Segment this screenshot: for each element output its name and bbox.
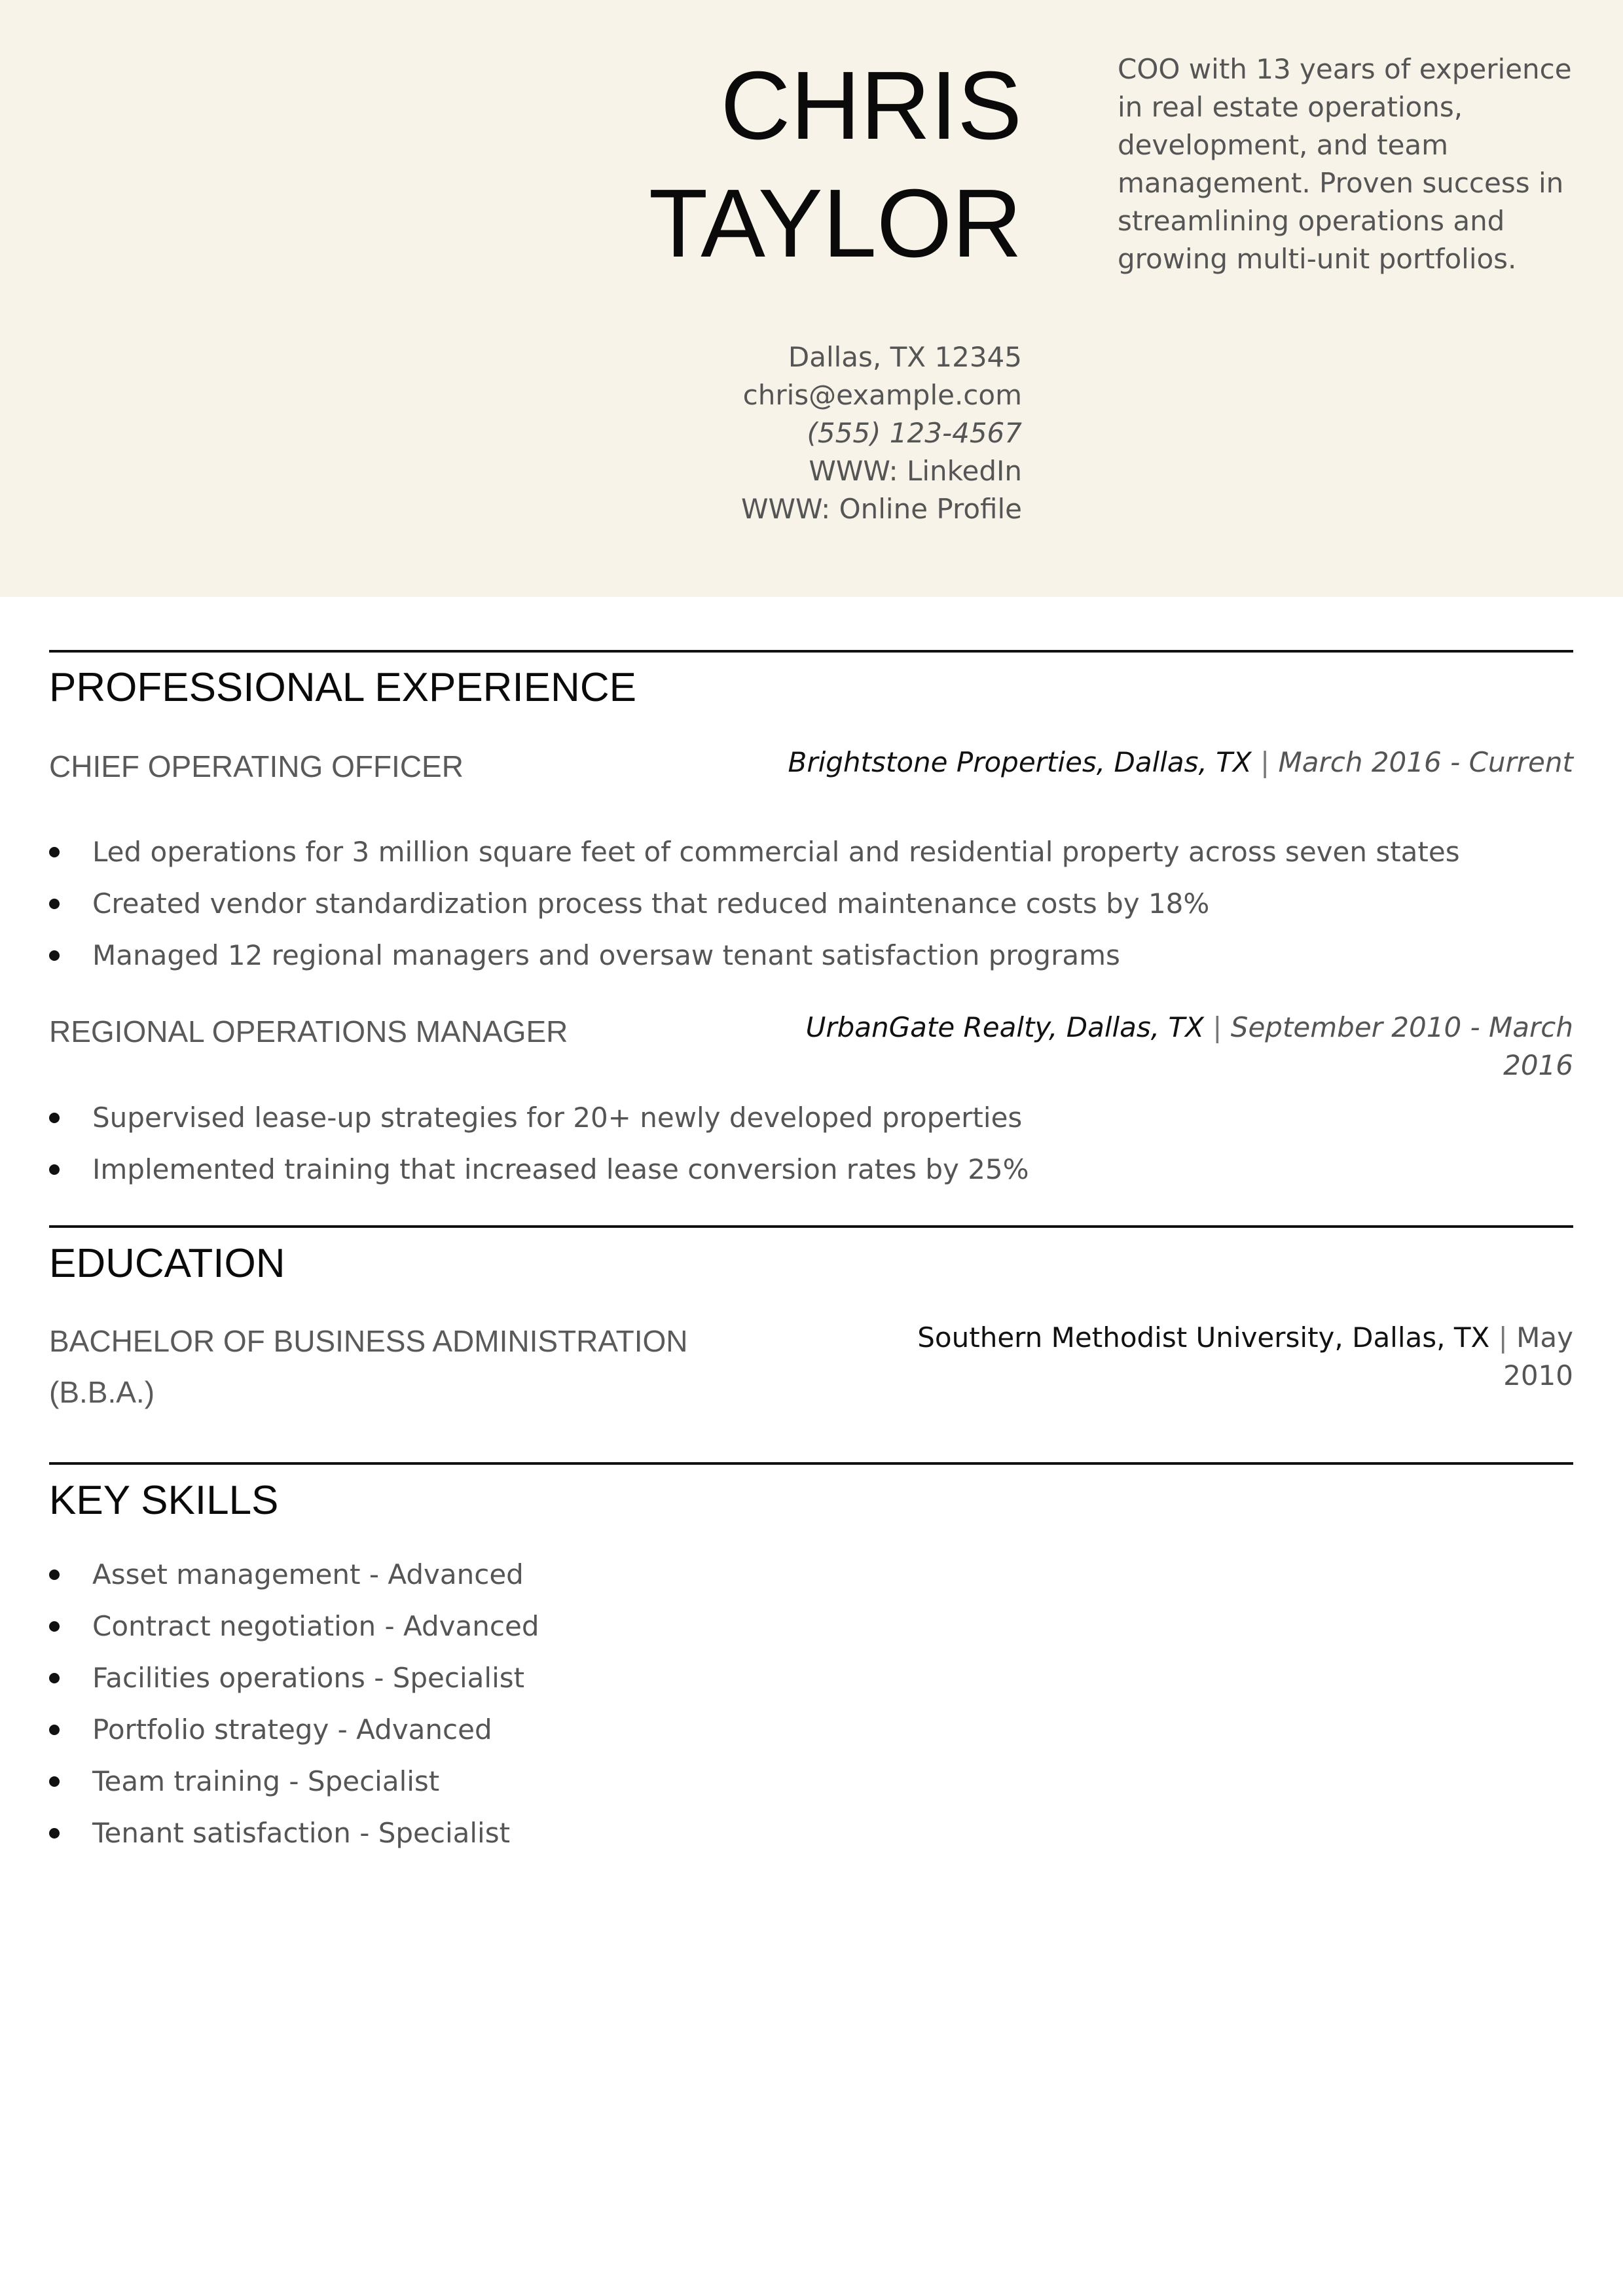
bullet-icon	[49, 950, 60, 961]
job-meta	[788, 1009, 1573, 1085]
bullet-icon	[49, 1113, 60, 1123]
school-name: Southern Methodist University, Dallas, TX	[917, 1321, 1490, 1354]
job-meta	[788, 744, 1573, 781]
contact-linkedin[interactable]: WWW: LinkedIn	[809, 455, 1022, 487]
meta-separator: |	[1498, 1321, 1508, 1354]
job-bullets	[49, 826, 1555, 981]
profile-summary: COO with 13 years of experience in real estate operations, development, and team management. Proven success in streamlining operations and growing multi-unit portfolios.	[1118, 53, 1572, 275]
bullet-icon	[49, 1776, 60, 1787]
contact-info	[433, 338, 1022, 528]
job-bullets	[49, 1092, 1555, 1195]
job-title: REGIONAL OPERATIONS MANAGER	[49, 1014, 568, 1049]
bullet-icon	[49, 899, 60, 909]
skills-list	[49, 1549, 1555, 1859]
meta-separator: |	[1260, 746, 1270, 778]
candidate-name	[433, 47, 1022, 283]
degree-abbreviation: (B.B.A.)	[49, 1375, 155, 1409]
job-company: Brightstone Properties, Dallas, TX	[788, 746, 1252, 778]
experience-section-title: PROFESSIONAL EXPERIENCE	[49, 665, 636, 710]
last-name: TAYLOR	[648, 170, 1022, 278]
list-item: Implemented training that increased lease conversion rates by 25%	[49, 1143, 1555, 1195]
list-item: Tenant satisfaction - Specialist	[49, 1807, 1555, 1859]
bullet-icon	[49, 1621, 60, 1632]
degree-title: BACHELOR OF BUSINESS ADMINISTRATION	[49, 1324, 688, 1358]
meta-separator: |	[1213, 1011, 1222, 1043]
bullet-icon	[49, 1570, 60, 1580]
bullet-icon	[49, 1725, 60, 1735]
skills-section-title: KEY SKILLS	[49, 1478, 279, 1523]
list-item: Contract negotiation - Advanced	[49, 1600, 1555, 1652]
list-item: Led operations for 3 million square feet of commercial and residential property across seven states	[49, 826, 1555, 878]
education-section-title: EDUCATION	[49, 1241, 285, 1286]
contact-profile[interactable]: WWW: Online Profile	[740, 493, 1022, 525]
section-divider	[49, 1225, 1573, 1228]
job-company: UrbanGate Realty, Dallas, TX	[805, 1011, 1204, 1043]
list-item: Asset management - Advanced	[49, 1549, 1555, 1600]
list-item: Team training - Specialist	[49, 1755, 1555, 1807]
job-title: CHIEF OPERATING OFFICER	[49, 749, 464, 783]
contact-location: Dallas, TX 12345	[788, 341, 1022, 373]
bullet-icon	[49, 1673, 60, 1683]
job-dates: September 2010 - March 2016	[1230, 1011, 1573, 1081]
section-divider	[49, 650, 1573, 653]
first-name: CHRIS	[720, 52, 1022, 160]
bullet-icon	[49, 1164, 60, 1175]
education-meta	[853, 1319, 1573, 1395]
list-item: Portfolio strategy - Advanced	[49, 1704, 1555, 1755]
contact-email[interactable]: chris@example.com	[742, 379, 1022, 411]
bullet-icon	[49, 847, 60, 857]
list-item: Created vendor standardization process that reduced maintenance costs by 18%	[49, 878, 1555, 929]
list-item: Managed 12 regional managers and oversaw tenant satisfaction programs	[49, 929, 1555, 981]
job-dates: March 2016 - Current	[1278, 746, 1573, 778]
contact-phone[interactable]: (555) 123-4567	[807, 417, 1022, 449]
graduation-date: May 2010	[1503, 1321, 1573, 1391]
section-divider	[49, 1462, 1573, 1465]
bullet-icon	[49, 1828, 60, 1839]
list-item: Facilities operations - Specialist	[49, 1652, 1555, 1704]
list-item: Supervised lease-up strategies for 20+ newly developed properties	[49, 1092, 1555, 1143]
